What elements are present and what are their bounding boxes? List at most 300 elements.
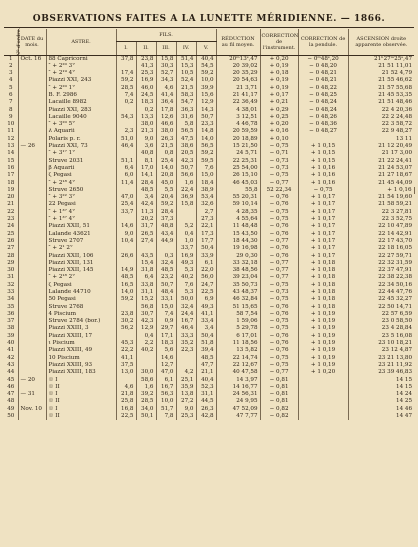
row-wire-5: 47,7 (196, 362, 216, 369)
row-corr-pend: − 0 48,26 (298, 114, 348, 121)
row-number: 38 (7, 325, 15, 332)
row-wire-2: 13,3 (136, 114, 156, 121)
row-wire-1: 16,5 (116, 282, 136, 289)
row-wire-2: 8,1 (136, 158, 156, 165)
row-corr-instr: − 0,75 (260, 209, 298, 216)
row-wire-2: 16,9 (136, 77, 156, 84)
row-corr-instr: + 0,19 (260, 63, 298, 70)
row-wire-4: 40,2 (176, 274, 196, 281)
row-reduction: 14 3,97 (216, 377, 260, 384)
row-wire-5: 22,5 (196, 289, 216, 296)
row-number: 7 (8, 99, 13, 106)
row-wire-2: 6,4 (136, 274, 156, 281)
row-number: 18 (7, 179, 15, 186)
row-date (18, 165, 46, 172)
row-wire-1: 6,4 (116, 165, 136, 172)
table-row (4, 180, 414, 187)
row-wire-3: 12,7 (156, 362, 176, 369)
header-wire-3: III. (156, 41, 176, 55)
row-corr-instr: − 0,75 (260, 325, 298, 332)
row-wire-4: 10,5 (176, 70, 196, 77)
row-number: 34 (7, 296, 15, 303)
table-row (4, 245, 414, 252)
row-corr-pend: − 0 48,25 (298, 92, 348, 99)
row-number: 5 (8, 84, 13, 91)
row-corr-instr: − 0,76 (260, 340, 298, 347)
table-row (4, 70, 414, 77)
row-wire-3: 17,8 (156, 107, 176, 114)
row-number: 26 (7, 237, 15, 244)
row-wire-5: 50,4 (196, 245, 216, 252)
row-star: ☉ I (46, 377, 116, 384)
row-ascension: 22 32 31,59 (348, 260, 414, 267)
row-reduction: 1 59,06 (216, 318, 260, 325)
row-number: 12 (7, 135, 15, 142)
row-wire-5: 40,4 (196, 55, 216, 63)
row-wire-4: 5,2 (176, 223, 196, 230)
row-wire-5: 33,9 (196, 253, 216, 260)
row-star: 22 Pegasi (46, 201, 116, 208)
table-row (4, 325, 414, 332)
row-reduction: 55,8 (216, 187, 260, 194)
row-corr-pend: + 1 0,19 (298, 311, 348, 318)
row-wire-3: 52,7 (156, 70, 176, 77)
table-row (4, 209, 414, 216)
row-date (18, 180, 46, 187)
row-wire-1: 26,6 (116, 253, 136, 260)
row-date (18, 85, 46, 92)
table-row (4, 92, 414, 99)
row-date (18, 253, 46, 260)
row-reduction: 19 16,98 (216, 245, 260, 252)
row-wire-3: 48,8 (156, 223, 176, 230)
row-corr-instr: − 0,73 (260, 158, 298, 165)
row-wire-2: 12,9 (136, 325, 156, 332)
table-row (4, 223, 414, 230)
table-row (4, 85, 414, 92)
row-wire-1 (116, 304, 136, 311)
row-star: ☉ II (46, 413, 116, 420)
row-wire-2: 0,2 (136, 107, 156, 114)
table-row (4, 347, 414, 354)
row-reduction: 21 41,17 (216, 92, 260, 99)
row-wire-5: 15,6 (196, 92, 216, 99)
row-wire-2: 31,1 (136, 289, 156, 296)
row-star: Piazzi XXIII, 17 (46, 333, 116, 340)
row-reduction: 22 14,74 (216, 355, 260, 362)
row-wire-5: 54,5 (196, 63, 216, 70)
row-ascension: 13 11 (348, 136, 414, 143)
row-number: 21 (7, 201, 15, 208)
row-reduction: 22 25,31 (216, 158, 260, 165)
row-wire-3: 16,7 (156, 384, 176, 391)
row-date (18, 172, 46, 179)
row-wire-1: 37,8 (116, 55, 136, 63)
row-wire-5: 40,4 (196, 377, 216, 384)
table-row (4, 413, 414, 420)
row-wire-5: 14,0 (196, 136, 216, 143)
row-corr-instr: − 0,75 (260, 355, 298, 362)
row-reduction: 25 54,00 (216, 165, 260, 172)
row-wire-1 (116, 260, 136, 267)
row-wire-4: 21,5 (176, 85, 196, 92)
row-corr-pend (298, 136, 348, 143)
row-wire-3: 10,0 (156, 398, 176, 405)
row-reduction: 20 18,89 (216, 136, 260, 143)
row-date (18, 289, 46, 296)
row-reduction: 4 38,01 (216, 107, 260, 114)
row-wire-2: 23,8 (136, 55, 156, 63)
row-number: 2 (8, 62, 13, 69)
row-corr-instr: + 0,19 (260, 85, 298, 92)
row-reduction: 39 23,04 (216, 274, 260, 281)
row-corr-instr: − 0,73 (260, 165, 298, 172)
row-wire-1: 14,6 (116, 223, 136, 230)
table-row (4, 369, 414, 376)
row-ascension: 22 3 52,75 (348, 216, 414, 223)
row-corr-instr: − 0,75 (260, 282, 298, 289)
row-ascension: + 1 0,16 (348, 187, 414, 194)
row-date (18, 231, 46, 238)
row-corr-pend (298, 391, 348, 398)
row-wire-3: 47,0 (156, 369, 176, 376)
row-wire-1: 14,0 (116, 289, 136, 296)
row-star: Piazzi XXIII, 93 (46, 362, 116, 369)
row-corr-instr: + 0,16 (260, 128, 298, 135)
row-reduction: 6 17,01 (216, 333, 260, 340)
row-corr-instr: − 0,76 (260, 333, 298, 340)
row-wire-4: 4,2 (176, 369, 196, 376)
row-star: ☉ II (46, 398, 116, 405)
row-date (18, 267, 46, 274)
row-wire-3: 15,0 (156, 304, 176, 311)
row-wire-4: 50,0 (176, 296, 196, 303)
row-wire-3: 0,3 (156, 253, 176, 260)
row-ascension: 21 17 3,00 (348, 150, 414, 157)
row-corr-instr: − 0,73 (260, 289, 298, 296)
row-wire-5: 22,0 (196, 267, 216, 274)
row-corr-instr: − 0,77 (260, 180, 298, 187)
row-reduction: 46 45,03 (216, 180, 260, 187)
row-corr-instr: + 0,20 (260, 121, 298, 128)
row-wire-2 (136, 362, 156, 369)
row-wire-2: 9,0 (136, 136, 156, 143)
row-ascension: 22 18 16,05 (348, 245, 414, 252)
table-row (4, 355, 414, 362)
row-corr-pend: + 1 0,17 (298, 245, 348, 252)
row-corr-instr: 52 22,34 (260, 187, 298, 194)
row-star: 10 Piscium (46, 355, 116, 362)
row-reduction: 20 59,59 (216, 128, 260, 135)
row-wire-3: 30,3 (156, 63, 176, 70)
row-corr-pend: + 1 0,17 (298, 209, 348, 216)
row-reduction: 24 56,31 (216, 391, 260, 398)
row-reduction: 18 44,30 (216, 238, 260, 245)
row-corr-pend: + 1 0,15 (298, 143, 348, 150)
row-wire-3: 41,4 (156, 92, 176, 99)
row-wire-1 (116, 377, 136, 384)
row-ascension: 14 15 (348, 377, 414, 384)
row-number: 17 (7, 172, 15, 179)
row-date (18, 340, 46, 347)
row-star: ζ Pegasi (46, 282, 116, 289)
row-wire-1: 13,0 (116, 369, 136, 376)
row-reduction: 47 52,09 (216, 406, 260, 413)
row-corr-instr: − 0,77 (260, 369, 298, 376)
row-wire-4: 35,2 (176, 340, 196, 347)
row-wire-2: 28,5 (136, 398, 156, 405)
row-date (18, 413, 46, 420)
row-wire-5: 31,1 (196, 391, 216, 398)
row-ascension: 22 50 14,71 (348, 304, 414, 311)
row-wire-1: 0,2 (116, 99, 136, 106)
row-wire-2: 0,4 (136, 333, 156, 340)
row-wire-3: 14,6 (156, 355, 176, 362)
row-star: Lalande 44710 (46, 289, 116, 296)
table-row (4, 150, 414, 157)
table-row (4, 260, 414, 267)
row-ascension: 21 22 24,41 (348, 158, 414, 165)
row-wire-4: 16,9 (176, 253, 196, 260)
row-reduction: 38 48,56 (216, 267, 260, 274)
row-corr-pend: + 1 0,19 (298, 325, 348, 332)
row-number: 4 (8, 77, 13, 84)
row-number: 20 (7, 194, 15, 201)
row-wire-2: 58,6 (136, 377, 156, 384)
row-reduction: 22 12,67 (216, 362, 260, 369)
row-reduction: 51 15,65 (216, 304, 260, 311)
row-ascension: 14 24 (348, 391, 414, 398)
row-wire-3: 21,5 (156, 143, 176, 150)
row-wire-5: 50,7 (196, 114, 216, 121)
row-date (18, 347, 46, 354)
row-wire-5: 14,8 (196, 128, 216, 135)
row-wire-3: 18,3 (156, 340, 176, 347)
row-wire-2: 33,8 (136, 282, 156, 289)
row-reduction: 20 39,02 (216, 63, 260, 70)
row-star: 88 Capricorni (46, 55, 116, 63)
table-row (4, 296, 414, 303)
table-row (4, 55, 414, 63)
row-star: Piazzi XXI, 73 (46, 143, 116, 150)
row-reduction: 5 29,78 (216, 325, 260, 332)
row-corr-pend: + 1 0,17 (298, 223, 348, 230)
row-date (18, 121, 46, 128)
row-corr-pend: − 0 48,21 (298, 70, 348, 77)
row-reduction: 21 3,71 (216, 85, 260, 92)
row-wire-2: 18,3 (136, 99, 156, 106)
row-number: 41 (7, 347, 15, 354)
row-corr-instr: − 0,77 (260, 260, 298, 267)
row-wire-5: 32,6 (196, 201, 216, 208)
row-wire-4: 25,1 (176, 377, 196, 384)
row-star: 4 Piscium (46, 311, 116, 318)
row-wire-3: 5,5 (156, 187, 176, 194)
header-reduction: RÉDUCTION au fil moyen. (216, 29, 260, 55)
row-wire-3: 0,8 (156, 150, 176, 157)
row-wire-5: 23,3 (196, 121, 216, 128)
row-corr-instr: + 0,18 (260, 70, 298, 77)
row-wire-2: 15,2 (136, 296, 156, 303)
table-row (4, 107, 414, 114)
row-number: 48 (7, 398, 15, 405)
table-row (4, 253, 414, 260)
row-wire-4: 13,8 (176, 391, 196, 398)
row-ascension: 22 10 47,89 (348, 223, 414, 230)
row-date: — 20 (18, 377, 46, 384)
row-star: Lacaille 8982 (46, 99, 116, 106)
row-wire-1: 56,2 (116, 325, 136, 332)
row-wire-3: 23,2 (156, 274, 176, 281)
row-corr-instr: − 0,75 (260, 318, 298, 325)
row-date (18, 245, 46, 252)
row-wire-5: 39,4 (196, 347, 216, 354)
row-wire-4: 31,6 (176, 114, 196, 121)
row-ascension: 22 34 50,16 (348, 282, 414, 289)
table-row (4, 77, 414, 84)
row-wire-4: 56,5 (176, 128, 196, 135)
row-wire-1: 11,4 (116, 180, 136, 187)
table-row (4, 398, 414, 405)
row-wire-2: 46,0 (136, 85, 156, 92)
row-wire-3: 15,8 (156, 55, 176, 63)
row-wire-2 (136, 355, 156, 362)
row-wire-1: 41,1 (116, 355, 136, 362)
row-date (18, 99, 46, 106)
row-wire-1: 4,6 (116, 384, 136, 391)
row-star: Struve 2768 (46, 304, 116, 311)
row-wire-5: 51,8 (196, 340, 216, 347)
row-date (18, 216, 46, 223)
row-number: 39 (7, 332, 15, 339)
row-wire-2: 20,2 (136, 216, 156, 223)
row-date (18, 384, 46, 391)
row-date (18, 325, 46, 332)
page-title: OBSERVATIONS FAITES A LA LUNETTE MÉRIDIENNE. — 1866. (32, 14, 386, 24)
header-num: Nº d'ordre. (4, 29, 18, 55)
row-corr-instr: − 0,76 (260, 311, 298, 318)
row-wire-2: 11,3 (136, 209, 156, 216)
row-wire-1 (116, 187, 136, 194)
row-number: 19 (7, 186, 15, 193)
row-wire-1: 46,4 (116, 143, 136, 150)
row-corr-pend: + 1 0,17 (298, 194, 348, 201)
row-number: 49 (7, 405, 15, 412)
row-wire-3: 5,6 (156, 347, 176, 354)
row-wire-5: 6,9 (196, 296, 216, 303)
row-wire-5: 17,7 (196, 238, 216, 245)
table-row (4, 304, 414, 311)
row-wire-3: 48,4 (156, 289, 176, 296)
table-row (4, 114, 414, 121)
row-ascension: 14 46 (348, 406, 414, 413)
row-number: 24 (7, 223, 15, 230)
row-wire-5: 21,1 (196, 369, 216, 376)
row-corr-instr: − 0,75 (260, 172, 298, 179)
row-number: 46 (7, 383, 15, 390)
row-wire-1: 25,4 (116, 201, 136, 208)
row-corr-pend (298, 398, 348, 405)
row-star: ″ + 2²⁰ 3° (46, 63, 116, 70)
row-wire-4: 1,6 (176, 180, 196, 187)
row-wire-3 (156, 245, 176, 252)
row-reduction: 55 20,31 (216, 194, 260, 201)
row-star: ″ + 3²⁰ 5° (46, 121, 116, 128)
row-corr-pend: + 1 0,17 (298, 201, 348, 208)
top-rule (4, 27, 414, 28)
table-row (4, 267, 414, 274)
row-corr-pend: − 0 48,21 (298, 77, 348, 84)
row-date: Nov. 10 (18, 406, 46, 413)
table-row (4, 194, 414, 201)
row-number: 6 (8, 91, 13, 98)
row-wire-4: 27,2 (176, 398, 196, 405)
row-star: Struve 2784 (bor.) (46, 318, 116, 325)
row-corr-pend (298, 377, 348, 384)
row-wire-2: 38,0 (136, 121, 156, 128)
row-wire-5: 44,5 (196, 398, 216, 405)
row-reduction: 4 46,78 (216, 121, 260, 128)
row-star: ″ + 1³⁷ 4° (46, 216, 116, 223)
table-row (4, 391, 414, 398)
row-corr-pend: + 1 0,18 (298, 260, 348, 267)
row-number: 23 (7, 216, 15, 223)
row-date (18, 136, 46, 143)
row-corr-instr: − 0,76 (260, 245, 298, 252)
header-ascension: ASCENSION droite apparente observée. (348, 29, 414, 55)
row-wire-5: 41,1 (196, 311, 216, 318)
row-wire-1: 51,0 (116, 136, 136, 143)
row-wire-3: 32,4 (156, 260, 176, 267)
table-row (4, 318, 414, 325)
row-ascension: 22 9 48,27 (348, 128, 414, 135)
header-wire-1: I. (116, 41, 136, 55)
row-wire-2: 3,4 (136, 194, 156, 201)
row-star: Struve 2707 (46, 238, 116, 245)
row-wire-3: 26,3 (156, 136, 176, 143)
row-ascension: 22 2 24,48 (348, 114, 414, 121)
row-ascension: 22 4 20,36 (348, 107, 414, 114)
row-date (18, 63, 46, 70)
row-wire-4: 32,4 (176, 304, 196, 311)
row-wire-5: 59,2 (196, 150, 216, 157)
row-wire-5: 52,3 (196, 384, 216, 391)
row-corr-instr: − 0,75 (260, 362, 298, 369)
table-row (4, 143, 414, 150)
table-row (4, 128, 414, 135)
row-ascension: 21 45 53,35 (348, 92, 414, 99)
row-number: 15 (7, 157, 15, 164)
row-wire-3: 20,4 (156, 194, 176, 201)
row-corr-pend: + 1 0,19 (298, 355, 348, 362)
row-corr-instr: − 0,76 (260, 231, 298, 238)
row-number: 33 (7, 289, 15, 295)
row-corr-pend: + 1 0,19 (298, 347, 348, 354)
row-corr-instr: − 0,77 (260, 238, 298, 245)
row-corr-pend: + 1 0,16 (298, 165, 348, 172)
row-ascension: 22 37 47,91 (348, 267, 414, 274)
row-number: 8 (8, 106, 13, 113)
row-ascension: 21 51 11,01 (348, 63, 414, 70)
row-wire-1 (116, 216, 136, 223)
row-ascension: 14 15 (348, 384, 414, 391)
row-star: λ Aquarii (46, 128, 116, 135)
row-wire-3: 0,9 (156, 318, 176, 325)
row-wire-2: 25,3 (136, 70, 156, 77)
row-wire-2: 2,2 (136, 340, 156, 347)
row-wire-3: 38,0 (156, 128, 176, 135)
table-row (4, 377, 414, 384)
